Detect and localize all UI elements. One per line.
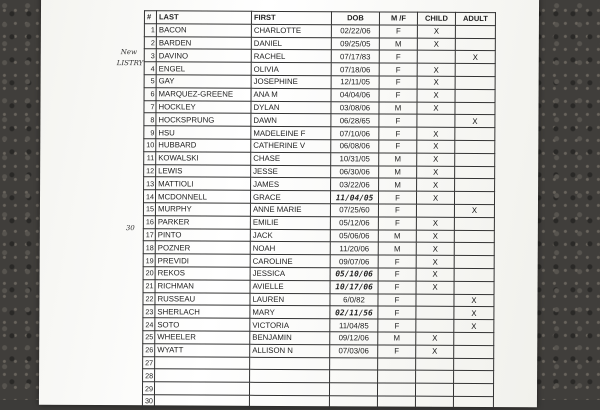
adult-mark-cell (454, 268, 494, 281)
gender-cell (377, 383, 415, 396)
gender-cell: F (378, 345, 416, 358)
last-name-cell: MCDONNELL (155, 190, 250, 203)
first-name-cell: CHARLOTTE (251, 24, 331, 37)
child-mark-cell: X (417, 179, 455, 192)
last-name-cell: REKOS (155, 267, 250, 280)
header-first: FIRST (251, 11, 331, 24)
dob-cell (329, 396, 377, 409)
adult-mark-cell (455, 166, 495, 179)
child-mark-cell: X (416, 230, 454, 243)
first-name-cell: DANIEL (251, 37, 331, 50)
first-name-cell: LAUREN (250, 293, 330, 306)
row-number: 1 (144, 24, 156, 37)
row-number: 14 (143, 190, 155, 203)
dob-cell: 06/28/65 (331, 114, 379, 127)
row-number: 13 (144, 177, 156, 190)
row-number: 24 (143, 318, 155, 331)
last-name-cell (154, 395, 249, 408)
row-number: 16 (143, 215, 155, 228)
child-mark-cell (417, 115, 455, 128)
gender-cell: F (378, 281, 416, 294)
first-name-cell: ANNE MARIE (250, 203, 330, 216)
last-name-cell: GAY (156, 75, 251, 88)
dob-cell: 09/07/06 (330, 255, 378, 268)
dob-cell: 07/03/06 (330, 344, 378, 357)
child-mark-cell: X (416, 332, 454, 345)
dob-cell: 11/04/05 (330, 191, 378, 204)
child-mark-cell (416, 319, 454, 332)
child-mark-cell: X (416, 217, 454, 230)
adult-mark-cell: X (455, 115, 495, 128)
dob-cell (330, 370, 378, 383)
dob-cell: 05/10/06 (330, 268, 378, 281)
adult-mark-cell (454, 332, 494, 345)
row-number: 6 (144, 88, 156, 101)
last-name-cell: POZNER (155, 241, 250, 254)
last-name-cell (155, 356, 250, 369)
dob-cell: 03/22/06 (331, 178, 379, 191)
dob-cell: 02/11/56 (330, 306, 378, 319)
last-name-cell (154, 382, 249, 395)
header-num: # (144, 11, 156, 24)
last-name-cell: BARDEN (156, 36, 251, 49)
dob-cell: 04/04/06 (331, 89, 379, 102)
gender-cell: F (378, 191, 416, 204)
row-number: 10 (144, 139, 156, 152)
first-name-cell: DYLAN (251, 101, 331, 114)
child-mark-cell (417, 51, 455, 64)
last-name-cell: WYATT (155, 344, 250, 357)
gender-cell: M (379, 178, 417, 191)
gender-cell (378, 357, 416, 370)
gender-cell: F (379, 89, 417, 102)
dob-cell: 07/10/06 (331, 127, 379, 140)
dob-cell (329, 383, 377, 396)
header-mf: M /F (379, 12, 417, 25)
last-name-cell: LEWIS (156, 164, 251, 177)
adult-mark-cell (455, 38, 495, 51)
first-name-cell: NOAH (250, 242, 330, 255)
gender-cell: F (379, 127, 417, 140)
child-mark-cell: X (416, 243, 454, 256)
header-adult: ADULT (455, 12, 495, 25)
gender-cell: M (378, 230, 416, 243)
last-name-cell: SOTO (155, 318, 250, 331)
child-mark-cell: X (417, 25, 455, 38)
last-name-cell: MURPHY (155, 203, 250, 216)
first-name-cell: AVIELLE (250, 280, 330, 293)
header-child: CHILD (417, 12, 455, 25)
first-name-cell: EMILIE (250, 216, 330, 229)
dob-cell: 11/04/85 (330, 319, 378, 332)
first-name-cell: BENJAMIN (250, 331, 330, 344)
child-mark-cell: X (417, 89, 455, 102)
adult-mark-cell (454, 192, 494, 205)
first-name-cell (250, 370, 330, 383)
adult-mark-cell: X (454, 294, 494, 307)
first-name-cell: DAWN (251, 114, 331, 127)
first-name-cell (250, 357, 330, 370)
dob-cell: 10/31/05 (331, 152, 379, 165)
gender-cell: F (379, 63, 417, 76)
child-mark-cell (416, 294, 454, 307)
first-name-cell: JACK (250, 229, 330, 242)
last-name-cell: RUSSEAU (155, 292, 250, 305)
last-name-cell: BACON (156, 24, 251, 37)
adult-mark-cell: X (454, 204, 494, 217)
dob-cell: 09/12/06 (330, 332, 378, 345)
header-last: LAST (156, 11, 251, 24)
first-name-cell: ANA M (251, 88, 331, 101)
dob-cell: 03/08/06 (331, 101, 379, 114)
child-mark-cell: X (416, 191, 454, 204)
row-number: 20 (143, 267, 155, 280)
first-name-cell: JAMES (251, 178, 331, 191)
dob-cell: 07/25/60 (330, 204, 378, 217)
gender-cell: F (379, 140, 417, 153)
margin-note-listry: LISTRY (116, 59, 144, 68)
table-row (142, 395, 493, 410)
gender-cell (378, 370, 416, 383)
child-mark-cell: X (417, 102, 455, 115)
child-mark-cell (416, 358, 454, 371)
adult-mark-cell (454, 230, 494, 243)
adult-mark-cell (455, 89, 495, 102)
roster-table (142, 10, 496, 410)
last-name-cell: RICHMAN (155, 280, 250, 293)
row-number: 26 (143, 343, 155, 356)
adult-mark-cell (454, 243, 494, 256)
row-number: 21 (143, 279, 155, 292)
first-name-cell: CAROLINE (250, 254, 330, 267)
row-number: 9 (144, 126, 156, 139)
last-name-cell: MATTIOLI (156, 177, 251, 190)
dob-cell: 05/12/06 (330, 216, 378, 229)
gender-cell: F (378, 306, 416, 319)
row-number: 5 (144, 75, 156, 88)
first-name-cell: VICTORIA (250, 318, 330, 331)
child-mark-cell: X (417, 127, 455, 140)
gender-cell: M (379, 153, 417, 166)
last-name-cell: HSU (156, 126, 251, 139)
last-name-cell: WHEELER (155, 331, 250, 344)
row-number: 27 (143, 356, 155, 369)
dob-cell: 07/17/83 (331, 50, 379, 63)
child-mark-cell: X (417, 63, 455, 76)
dob-cell: 06/30/06 (331, 165, 379, 178)
first-name-cell: RACHEL (251, 50, 331, 63)
first-name-cell: MADELEINE F (251, 126, 331, 139)
dob-cell: 09/25/05 (331, 37, 379, 50)
dob-cell: 05/06/06 (330, 229, 378, 242)
adult-mark-cell (455, 153, 495, 166)
dob-cell: 07/18/06 (331, 63, 379, 76)
adult-mark-cell (455, 102, 495, 115)
gender-cell: M (378, 242, 416, 255)
dob-cell: 06/08/06 (331, 140, 379, 153)
gender-cell: F (378, 204, 416, 217)
child-mark-cell: X (416, 268, 454, 281)
first-name-cell: JESSE (251, 165, 331, 178)
dob-cell: 10/17/06 (330, 280, 378, 293)
row-number: 22 (143, 292, 155, 305)
child-mark-cell (415, 396, 453, 409)
dob-cell: 12/11/05 (331, 76, 379, 89)
gender-cell: F (378, 319, 416, 332)
first-name-cell: CATHERINE V (251, 139, 331, 152)
child-mark-cell: X (417, 153, 455, 166)
header-dob: DOB (331, 12, 379, 25)
adult-mark-cell: X (454, 319, 494, 332)
dob-cell: 02/22/06 (331, 25, 379, 38)
first-name-cell (249, 382, 329, 395)
row-number: 29 (142, 382, 154, 395)
adult-mark-cell (454, 281, 494, 294)
first-name-cell: GRACE (250, 190, 330, 203)
row-number: 28 (143, 369, 155, 382)
adult-mark-cell (453, 396, 493, 409)
adult-mark-cell (455, 76, 495, 89)
child-mark-cell: X (417, 38, 455, 51)
gender-cell: F (379, 25, 417, 38)
adult-mark-cell (454, 345, 494, 358)
last-name-cell (155, 369, 250, 382)
row-number: 2 (144, 36, 156, 49)
last-name-cell: PINTO (155, 228, 250, 241)
adult-mark-cell (455, 128, 495, 141)
first-name-cell: MARY (250, 306, 330, 319)
child-mark-cell (416, 204, 454, 217)
dob-cell: 11/20/06 (330, 242, 378, 255)
child-mark-cell (416, 306, 454, 319)
last-name-cell: KOWALSKI (156, 152, 251, 165)
gender-cell: F (378, 217, 416, 230)
gender-cell: F (378, 268, 416, 281)
margin-note-new: New (120, 48, 138, 57)
gender-cell: M (379, 166, 417, 179)
last-name-cell: HUBBARD (156, 139, 251, 152)
gender-cell (377, 396, 415, 409)
child-mark-cell (415, 383, 453, 396)
row-number: 8 (144, 113, 156, 126)
row-number: 7 (144, 100, 156, 113)
last-name-cell: MARQUEZ-GREENE (156, 88, 251, 101)
margin-note-number: 30 (125, 224, 135, 233)
adult-mark-cell (454, 358, 494, 371)
child-mark-cell (416, 370, 454, 383)
child-mark-cell: X (416, 345, 454, 358)
last-name-cell: SHERLACH (155, 305, 250, 318)
adult-mark-cell (455, 25, 495, 38)
child-mark-cell: X (416, 281, 454, 294)
adult-mark-cell: X (454, 307, 494, 320)
adult-mark-cell (455, 64, 495, 77)
gender-cell: F (379, 76, 417, 89)
row-number: 11 (144, 152, 156, 165)
gender-cell: M (379, 38, 417, 51)
gender-cell: F (378, 255, 416, 268)
first-name-cell: OLIVIA (251, 62, 331, 75)
row-number: 18 (143, 241, 155, 254)
paper-sheet (39, 0, 539, 407)
dob-cell: 6/0/82 (330, 293, 378, 306)
last-name-cell: PARKER (155, 216, 250, 229)
row-number: 30 (142, 395, 154, 408)
last-name-cell: ENGEL (156, 62, 251, 75)
row-number: 15 (143, 203, 155, 216)
last-name-cell: HOCKLEY (156, 100, 251, 113)
row-number: 19 (143, 254, 155, 267)
row-number: 17 (143, 228, 155, 241)
gender-cell: F (379, 114, 417, 127)
row-number: 12 (144, 164, 156, 177)
first-name-cell: JOSEPHINE (251, 75, 331, 88)
adult-mark-cell (454, 371, 494, 384)
row-number: 25 (143, 331, 155, 344)
gender-cell: M (379, 102, 417, 115)
adult-mark-cell (455, 140, 495, 153)
row-number: 23 (143, 305, 155, 318)
first-name-cell: ALLISON N (250, 344, 330, 357)
gender-cell: M (378, 332, 416, 345)
adult-mark-cell (454, 256, 494, 269)
gender-cell: F (378, 293, 416, 306)
row-number: 3 (144, 49, 156, 62)
adult-mark-cell (455, 179, 495, 192)
dob-cell (330, 357, 378, 370)
child-mark-cell: X (416, 255, 454, 268)
row-number: 4 (144, 62, 156, 75)
last-name-cell: PREVIDI (155, 254, 250, 267)
child-mark-cell: X (417, 140, 455, 153)
first-name-cell: JESSICA (250, 267, 330, 280)
child-mark-cell: X (417, 166, 455, 179)
adult-mark-cell (454, 217, 494, 230)
adult-mark-cell (453, 383, 493, 396)
last-name-cell: HOCKSPRUNG (156, 113, 251, 126)
last-name-cell: DAVINO (156, 49, 251, 62)
child-mark-cell: X (417, 76, 455, 89)
first-name-cell: CHASE (251, 152, 331, 165)
gender-cell: F (379, 50, 417, 63)
adult-mark-cell: X (455, 51, 495, 64)
first-name-cell (249, 395, 329, 408)
